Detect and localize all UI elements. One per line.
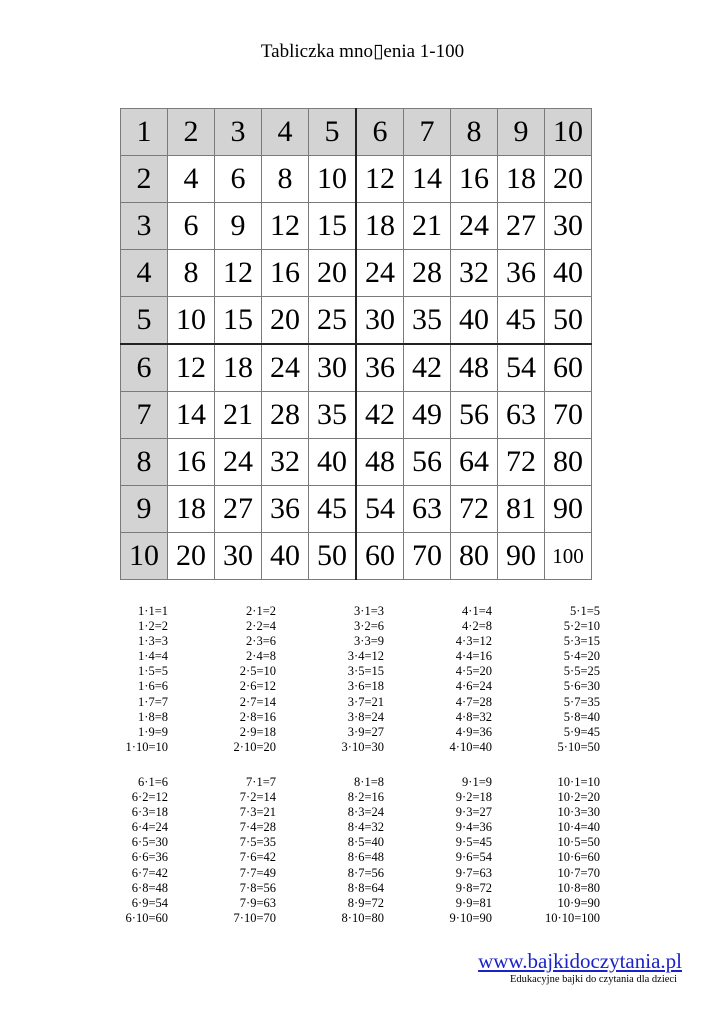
table-cell: 50 bbox=[309, 533, 357, 580]
equation: 1·5=5 bbox=[138, 664, 168, 679]
equation: 5·2=10 bbox=[563, 619, 600, 634]
equation: 8·1=8 bbox=[354, 775, 384, 789]
table-cell: 20 bbox=[309, 250, 357, 297]
table-cell: 12 bbox=[262, 203, 309, 250]
equation: 2·3=6 bbox=[246, 634, 276, 649]
table-cell: 24 bbox=[451, 203, 498, 250]
equation: 9·3=27 bbox=[455, 805, 492, 820]
table-cell: 42 bbox=[404, 344, 451, 392]
website-link[interactable]: www.bajkidoczytania.pl bbox=[478, 949, 682, 973]
table-cell: 64 bbox=[451, 439, 498, 486]
table-cell: 30 bbox=[356, 297, 404, 345]
equation: 9·4=36 bbox=[455, 820, 492, 835]
table-cell: 54 bbox=[356, 486, 404, 533]
equation: 9·6=54 bbox=[455, 850, 492, 865]
equation: 8·7=56 bbox=[347, 865, 384, 880]
equation: 7·9=63 bbox=[239, 895, 276, 910]
equation: 4·10=40 bbox=[449, 739, 492, 754]
equation: 6·1=6 bbox=[138, 775, 168, 789]
table-cell: 60 bbox=[545, 344, 592, 392]
equation: 7·8=56 bbox=[239, 880, 276, 895]
equation: 3·3=9 bbox=[354, 634, 384, 649]
equation: 10·7=70 bbox=[557, 865, 600, 880]
table-cell: 15 bbox=[309, 203, 357, 250]
table-cell: 16 bbox=[451, 156, 498, 203]
equation: 4·2=8 bbox=[462, 619, 492, 634]
table-cell: 40 bbox=[545, 250, 592, 297]
table-cell: 45 bbox=[309, 486, 357, 533]
table-row bbox=[121, 297, 592, 345]
header-cell: 8 bbox=[451, 109, 498, 156]
equation: 1·3=3 bbox=[138, 634, 168, 649]
header-cell: 2 bbox=[168, 109, 215, 156]
table-cell: 16 bbox=[168, 439, 215, 486]
equation: 2·8=16 bbox=[239, 709, 276, 724]
table-cell: 30 bbox=[545, 203, 592, 250]
equation: 2·5=10 bbox=[239, 664, 276, 679]
table-cell: 60 bbox=[356, 533, 404, 580]
table-cell: 70 bbox=[404, 533, 451, 580]
header-cell: 9 bbox=[498, 109, 545, 156]
table-cell: 40 bbox=[309, 439, 357, 486]
equation: 9·1=9 bbox=[462, 775, 492, 789]
table-cell: 21 bbox=[404, 203, 451, 250]
table-row bbox=[121, 392, 592, 439]
table-cell: 10 bbox=[168, 297, 215, 345]
equation: 1·1=1 bbox=[138, 604, 168, 618]
equation: 4·5=20 bbox=[455, 664, 492, 679]
equation: 6·2=12 bbox=[131, 790, 168, 805]
table-row bbox=[121, 344, 592, 392]
equation: 1·6=6 bbox=[138, 679, 168, 694]
header-cell: 3 bbox=[215, 109, 262, 156]
equation: 7·6=42 bbox=[239, 850, 276, 865]
equation-column bbox=[276, 604, 384, 755]
equation: 6·3=18 bbox=[131, 805, 168, 820]
equation: 10·9=90 bbox=[557, 895, 600, 910]
table-cell: 15 bbox=[215, 297, 262, 345]
equation: 3·1=3 bbox=[354, 604, 384, 618]
table-cell: 24 bbox=[215, 439, 262, 486]
equation: 7·5=35 bbox=[239, 835, 276, 850]
equation: 8·9=72 bbox=[347, 895, 384, 910]
table-cell: 32 bbox=[451, 250, 498, 297]
equation: 3·8=24 bbox=[347, 709, 384, 724]
header-cell: 5 bbox=[309, 109, 357, 156]
header-cell: 1 bbox=[121, 109, 168, 156]
equation: 2·10=20 bbox=[233, 739, 276, 754]
table-cell: 27 bbox=[215, 486, 262, 533]
table-cell: 40 bbox=[451, 297, 498, 345]
equation: 5·7=35 bbox=[563, 694, 600, 709]
header-cell: 4 bbox=[262, 109, 309, 156]
table-cell: 72 bbox=[451, 486, 498, 533]
equation: 2·6=12 bbox=[239, 679, 276, 694]
table-row bbox=[121, 486, 592, 533]
header-cell: 3 bbox=[121, 203, 168, 250]
table-cell: 70 bbox=[545, 392, 592, 439]
equation: 3·2=6 bbox=[354, 619, 384, 634]
equation: 2·7=14 bbox=[239, 694, 276, 709]
table-cell: 9 bbox=[215, 203, 262, 250]
table-cell: 72 bbox=[498, 439, 545, 486]
table-cell: 56 bbox=[404, 439, 451, 486]
table-cell: 45 bbox=[498, 297, 545, 345]
header-cell: 7 bbox=[404, 109, 451, 156]
table-cell: 49 bbox=[404, 392, 451, 439]
equation: 6·6=36 bbox=[131, 850, 168, 865]
table-cell: 50 bbox=[545, 297, 592, 345]
table-cell: 8 bbox=[168, 250, 215, 297]
equation-column bbox=[384, 604, 492, 755]
table-cell: 35 bbox=[309, 392, 357, 439]
table-row bbox=[121, 439, 592, 486]
table-cell: 63 bbox=[404, 486, 451, 533]
equation-column bbox=[60, 604, 168, 755]
equation: 2·9=18 bbox=[239, 724, 276, 739]
equation: 6·8=48 bbox=[131, 880, 168, 895]
header-cell: 9 bbox=[121, 486, 168, 533]
table-cell: 48 bbox=[356, 439, 404, 486]
table-row bbox=[121, 533, 592, 580]
equation: 9·8=72 bbox=[455, 880, 492, 895]
equation: 7·7=49 bbox=[239, 865, 276, 880]
equation: 4·1=4 bbox=[462, 604, 492, 618]
header-cell: 8 bbox=[121, 439, 168, 486]
equation: 8·6=48 bbox=[347, 850, 384, 865]
table-cell: 28 bbox=[404, 250, 451, 297]
equation: 1·10=10 bbox=[125, 739, 168, 754]
header-cell: 2 bbox=[121, 156, 168, 203]
equation: 1·8=8 bbox=[138, 709, 168, 724]
equation: 8·2=16 bbox=[347, 790, 384, 805]
equation: 1·7=7 bbox=[138, 694, 168, 709]
equation: 4·6=24 bbox=[455, 679, 492, 694]
table-cell: 56 bbox=[451, 392, 498, 439]
equation: 8·5=40 bbox=[347, 835, 384, 850]
equation: 10·2=20 bbox=[557, 790, 600, 805]
table-cell: 14 bbox=[404, 156, 451, 203]
equation: 10·4=40 bbox=[557, 820, 600, 835]
equation: 5·10=50 bbox=[557, 739, 600, 754]
table-cell: 25 bbox=[309, 297, 357, 345]
table-cell: 30 bbox=[309, 344, 357, 392]
header-cell: 6 bbox=[121, 344, 168, 392]
equation: 4·8=32 bbox=[455, 709, 492, 724]
equation-column bbox=[384, 775, 492, 926]
equation: 3·5=15 bbox=[347, 664, 384, 679]
table-cell: 6 bbox=[215, 156, 262, 203]
equation: 6·7=42 bbox=[131, 865, 168, 880]
equation-column bbox=[492, 775, 600, 926]
table-cell: 30 bbox=[215, 533, 262, 580]
equation-column bbox=[492, 604, 600, 755]
equations-block-top bbox=[60, 604, 600, 755]
equation: 7·4=28 bbox=[239, 820, 276, 835]
table-cell: 18 bbox=[215, 344, 262, 392]
table-cell: 32 bbox=[262, 439, 309, 486]
table-row bbox=[121, 109, 592, 156]
multiplication-table bbox=[120, 108, 592, 580]
table-cell: 42 bbox=[356, 392, 404, 439]
table-cell: 63 bbox=[498, 392, 545, 439]
equation: 7·10=70 bbox=[233, 910, 276, 925]
equation: 7·3=21 bbox=[239, 805, 276, 820]
table-cell: 16 bbox=[262, 250, 309, 297]
equation: 9·9=81 bbox=[455, 895, 492, 910]
table-cell: 18 bbox=[498, 156, 545, 203]
equation: 3·10=30 bbox=[341, 739, 384, 754]
table-cell: 24 bbox=[262, 344, 309, 392]
equation: 6·4=24 bbox=[131, 820, 168, 835]
equation: 1·9=9 bbox=[138, 724, 168, 739]
equation: 5·6=30 bbox=[563, 679, 600, 694]
table-cell: 20 bbox=[545, 156, 592, 203]
tagline: Edukacyjne bajki do czytania dla dzieci bbox=[509, 974, 677, 985]
table-cell: 36 bbox=[498, 250, 545, 297]
table-cell: 20 bbox=[262, 297, 309, 345]
equation: 4·7=28 bbox=[455, 694, 492, 709]
equation: 2·4=8 bbox=[246, 649, 276, 664]
equation: 6·10=60 bbox=[125, 910, 168, 925]
table-cell: 100 bbox=[545, 533, 592, 580]
page-title: Tabliczka mno▯enia 1-100 bbox=[260, 41, 465, 62]
equation: 5·3=15 bbox=[563, 634, 600, 649]
table-cell: 14 bbox=[168, 392, 215, 439]
table-cell: 35 bbox=[404, 297, 451, 345]
equation: 5·9=45 bbox=[563, 724, 600, 739]
table-cell: 27 bbox=[498, 203, 545, 250]
header-cell: 10 bbox=[545, 109, 592, 156]
header-cell: 5 bbox=[121, 297, 168, 345]
equation: 8·3=24 bbox=[347, 805, 384, 820]
header-cell: 10 bbox=[121, 533, 168, 580]
equation: 3·4=12 bbox=[347, 649, 384, 664]
table-cell: 12 bbox=[168, 344, 215, 392]
equation: 5·5=25 bbox=[563, 664, 600, 679]
equation-column bbox=[276, 775, 384, 926]
table-row bbox=[121, 203, 592, 250]
table-cell: 90 bbox=[498, 533, 545, 580]
equation: 3·7=21 bbox=[347, 694, 384, 709]
table-cell: 4 bbox=[168, 156, 215, 203]
header-cell: 4 bbox=[121, 250, 168, 297]
table-cell: 90 bbox=[545, 486, 592, 533]
table-cell: 12 bbox=[215, 250, 262, 297]
header-cell: 6 bbox=[356, 109, 404, 156]
equation: 2·2=4 bbox=[246, 619, 276, 634]
equation: 3·9=27 bbox=[347, 724, 384, 739]
table-cell: 18 bbox=[356, 203, 404, 250]
table-cell: 28 bbox=[262, 392, 309, 439]
equation: 10·5=50 bbox=[557, 835, 600, 850]
equation: 4·4=16 bbox=[455, 649, 492, 664]
table-cell: 18 bbox=[168, 486, 215, 533]
equation-column bbox=[168, 604, 276, 755]
table-cell: 80 bbox=[545, 439, 592, 486]
table-cell: 36 bbox=[356, 344, 404, 392]
table-cell: 80 bbox=[451, 533, 498, 580]
equation: 9·5=45 bbox=[455, 835, 492, 850]
equation: 5·1=5 bbox=[570, 604, 600, 618]
equation: 1·4=4 bbox=[138, 649, 168, 664]
header-cell: 7 bbox=[121, 392, 168, 439]
equation: 2·1=2 bbox=[246, 604, 276, 618]
table-cell: 12 bbox=[356, 156, 404, 203]
equation: 9·7=63 bbox=[455, 865, 492, 880]
equation-column bbox=[168, 775, 276, 926]
equation: 7·1=7 bbox=[246, 775, 276, 789]
equation: 6·9=54 bbox=[131, 895, 168, 910]
equation: 1·2=2 bbox=[138, 619, 168, 634]
equation-column bbox=[60, 775, 168, 926]
table-cell: 40 bbox=[262, 533, 309, 580]
table-row bbox=[121, 156, 592, 203]
equation: 10·3=30 bbox=[557, 805, 600, 820]
equation: 10·1=10 bbox=[557, 775, 600, 789]
equation: 4·9=36 bbox=[455, 724, 492, 739]
equation: 10·6=60 bbox=[557, 850, 600, 865]
equation: 6·5=30 bbox=[131, 835, 168, 850]
equation: 9·10=90 bbox=[449, 910, 492, 925]
table-cell: 6 bbox=[168, 203, 215, 250]
table-cell: 81 bbox=[498, 486, 545, 533]
table-cell: 10 bbox=[309, 156, 357, 203]
table-cell: 20 bbox=[168, 533, 215, 580]
equation: 10·10=100 bbox=[545, 910, 600, 925]
equation: 8·4=32 bbox=[347, 820, 384, 835]
table-cell: 54 bbox=[498, 344, 545, 392]
equation: 5·4=20 bbox=[563, 649, 600, 664]
table-cell: 36 bbox=[262, 486, 309, 533]
table-cell: 48 bbox=[451, 344, 498, 392]
table-cell: 24 bbox=[356, 250, 404, 297]
equation: 9·2=18 bbox=[455, 790, 492, 805]
table-cell: 8 bbox=[262, 156, 309, 203]
equation: 7·2=14 bbox=[239, 790, 276, 805]
table-cell: 21 bbox=[215, 392, 262, 439]
equation: 8·8=64 bbox=[347, 880, 384, 895]
equation: 4·3=12 bbox=[455, 634, 492, 649]
table-row bbox=[121, 250, 592, 297]
equation: 10·8=80 bbox=[557, 880, 600, 895]
equation: 8·10=80 bbox=[341, 910, 384, 925]
equation: 5·8=40 bbox=[563, 709, 600, 724]
equation: 3·6=18 bbox=[347, 679, 384, 694]
equations-block-bottom bbox=[60, 775, 600, 926]
